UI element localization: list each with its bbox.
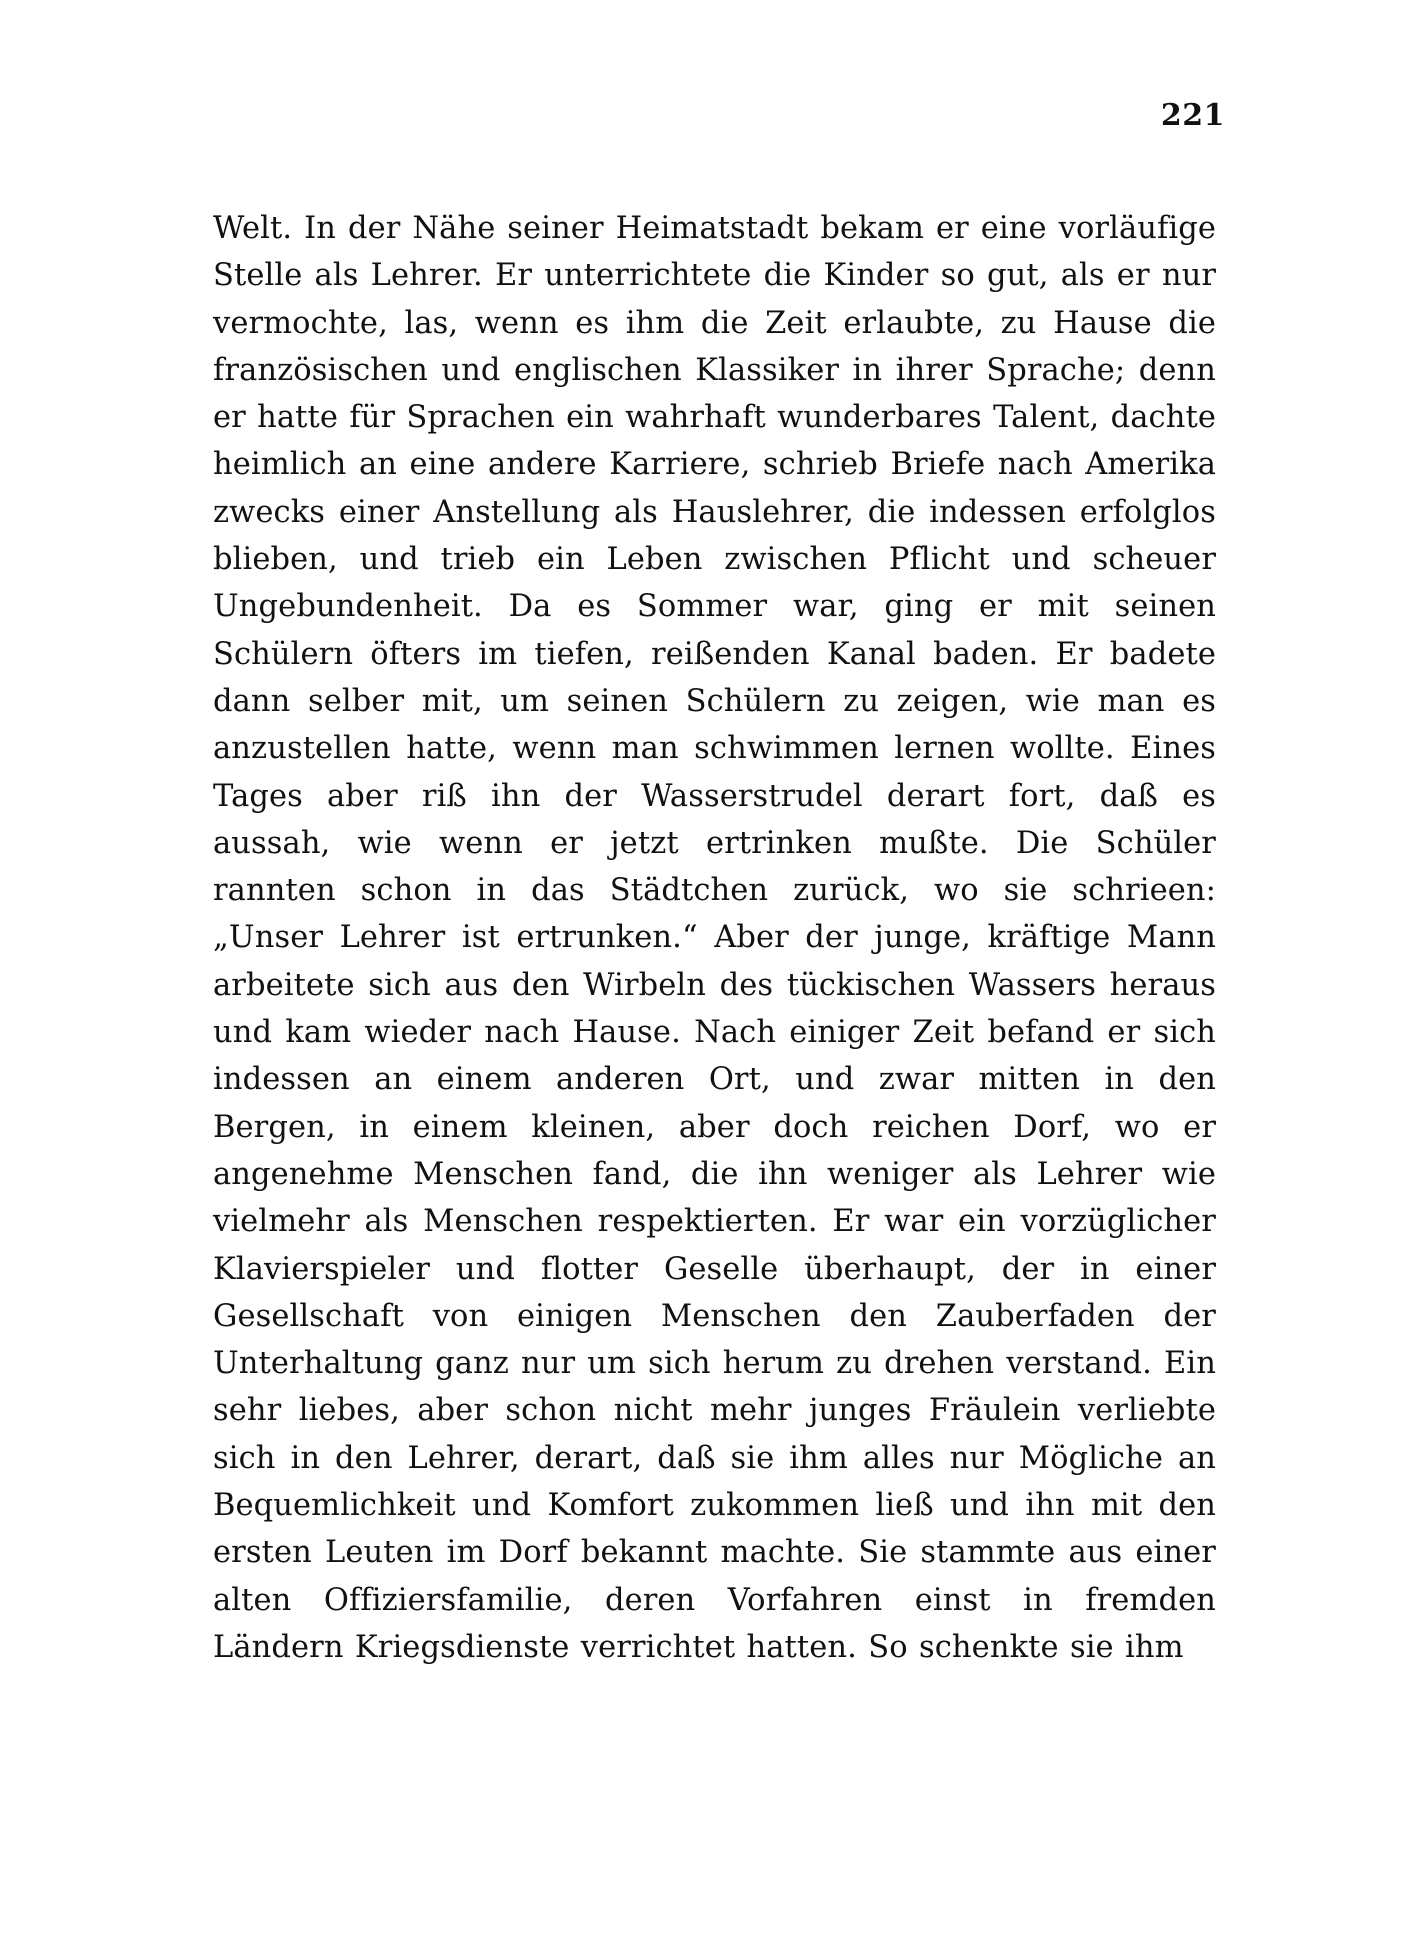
body-paragraph: Welt. In der Nähe seiner Heimatstadt bekam er eine vorläufige Stelle als Lehrer. Er unterrichtete die Kinder so gut, als er nur vermochte, las, wenn es ihm die Zeit erlaubte, zu Hause die französischen und englischen Klassiker in ihrer Sprache; denn er hatte für Sprachen ein wahrhaft wunderbares Talent, dachte heimlich an eine andere Karriere, schrieb Briefe nach Amerika zwecks einer Anstellung als Hauslehrer, die indessen erfolglos blieben, und trieb ein Leben zwischen Pflicht und scheuer Ungebundenheit. Da es Sommer war, ging er mit seinen Schülern öfters im tiefen, reißenden Kanal baden. Er badete dann selber mit, um seinen Schülern zu zeigen, wie man es anzustellen hatte, wenn man schwimmen lernen wollte. Eines Tages aber riß ihn der Wasserstrudel derart fort, daß es aussah, wie wenn er jetzt ertrinken mußte. Die Schüler rannten schon in das Städtchen zurück, wo sie schrieen: „Unser Lehrer ist ertrunken.“ Aber der junge, kräftige Mann arbeitete sich aus den Wirbeln des tückischen Wassers heraus und kam wieder nach Hause. Nach einiger Zeit befand er sich indessen an einem anderen Ort, und zwar mitten in den Bergen, in einem kleinen, aber doch reichen Dorf, wo er angenehme Menschen fand, die ihn weniger als Lehrer wie vielmehr als Menschen respektierten. Er war ein vorzüglicher Klavierspieler und flotter Geselle überhaupt, der in einer Gesellschaft von einigen Menschen den Zauberfaden der Unterhaltung ganz nur um sich herum zu drehen verstand. Ein sehr liebes, aber schon nicht mehr junges Fräulein verliebte sich in den Lehrer, derart, daß sie ihm alles nur Mögliche an Bequemlichkeit und Komfort zukommen ließ und ihn mit den ersten Leuten im Dorf bekannt machte. Sie stammte aus einer alten Offiziersfamilie, deren Vorfahren einst in fremden Ländern Kriegsdienste verrichtet hatten. So schenkte sie ihm (213, 211, 1216, 1665)
body-text-block (213, 205, 1216, 1671)
page-number: 221 (1160, 98, 1225, 133)
